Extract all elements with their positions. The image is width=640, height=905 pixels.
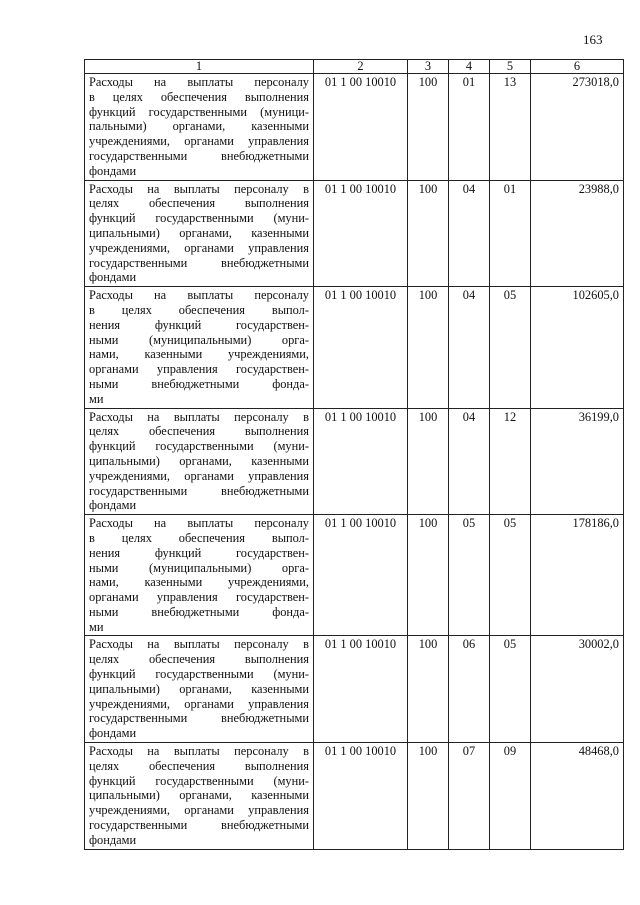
description-line: нами, казенными учреждениями, — [89, 575, 309, 590]
subsection-code: 12 — [490, 408, 531, 515]
section-code: 04 — [449, 287, 490, 408]
description-line: Расходы на выплаты персоналу — [89, 288, 309, 303]
budget-table — [84, 59, 624, 850]
expense-type-code: 100 — [408, 743, 449, 850]
subsection-code: 01 — [490, 180, 531, 287]
table-row — [85, 515, 624, 636]
subsection-code: 05 — [490, 636, 531, 743]
description-line: ными (муниципальными) орга- — [89, 332, 309, 347]
subsection-code: 13 — [490, 74, 531, 181]
description-line: функций государственными (муни- — [89, 211, 309, 226]
description-line: целях обеспечения выполнения — [89, 758, 309, 773]
expense-description — [85, 743, 314, 850]
description-line: функций государственными (муни- — [89, 439, 309, 454]
section-code: 04 — [449, 180, 490, 287]
description-line: фондами — [89, 498, 137, 513]
description-line: в целях обеспечения выполнения — [89, 89, 309, 104]
section-code: 04 — [449, 408, 490, 515]
description-line: Расходы на выплаты персоналу — [89, 516, 309, 531]
description-line: учреждениями, органами управления — [89, 134, 309, 149]
description-line: ми — [89, 619, 104, 634]
amount-value: 178186,0 — [531, 515, 624, 636]
description-line: ципальными) органами, казенными — [89, 225, 309, 240]
description-line: нения функций государствен- — [89, 545, 309, 560]
target-article-code: 01 1 00 10010 — [314, 287, 408, 408]
description-line: органами управления государствен- — [89, 362, 309, 377]
expense-description — [85, 180, 314, 287]
section-code: 05 — [449, 515, 490, 636]
target-article-code: 01 1 00 10010 — [314, 515, 408, 636]
description-line: нами, казенными учреждениями, — [89, 347, 309, 362]
target-article-code: 01 1 00 10010 — [314, 636, 408, 743]
description-line: целях обеспечения выполнения — [89, 196, 309, 211]
subsection-code: 05 — [490, 515, 531, 636]
description-line: Расходы на выплаты персоналу в — [89, 409, 309, 424]
description-line: Расходы на выплаты персоналу — [89, 75, 309, 89]
section-code: 06 — [449, 636, 490, 743]
expense-type-code: 100 — [408, 287, 449, 408]
expense-type-code: 100 — [408, 515, 449, 636]
description-line: учреждениями, органами управления — [89, 803, 309, 818]
column-header: 5 — [490, 60, 531, 74]
subsection-code: 05 — [490, 287, 531, 408]
column-header: 2 — [314, 60, 408, 74]
description-line: Расходы на выплаты персоналу в — [89, 637, 309, 652]
description-line: нения функций государствен- — [89, 317, 309, 332]
target-article-code: 01 1 00 10010 — [314, 408, 408, 515]
table-row — [85, 287, 624, 408]
amount-value: 273018,0 — [531, 74, 624, 181]
description-line: государственными внебюджетными — [89, 148, 309, 163]
description-line: ми — [89, 391, 104, 406]
description-line: учреждениями, органами управления — [89, 696, 309, 711]
amount-value: 36199,0 — [531, 408, 624, 515]
description-line: государственными внебюджетными — [89, 818, 309, 833]
header-row — [85, 60, 624, 74]
target-article-code: 01 1 00 10010 — [314, 180, 408, 287]
description-line: фондами — [89, 270, 137, 285]
description-line: ципальными) органами, казенными — [89, 788, 309, 803]
expense-description — [85, 74, 314, 181]
expense-type-code: 100 — [408, 74, 449, 181]
description-line: пальными) органами, казенными — [89, 119, 309, 134]
table-row — [85, 743, 624, 850]
description-line: целях обеспечения выполнения — [89, 424, 309, 439]
description-line: функций государственными (муници- — [89, 104, 309, 119]
description-line: ципальными) органами, казенными — [89, 453, 309, 468]
description-line: государственными внебюджетными — [89, 255, 309, 270]
description-line: учреждениями, органами управления — [89, 468, 309, 483]
column-header: 1 — [85, 60, 314, 74]
expense-description — [85, 287, 314, 408]
page-number: 163 — [583, 32, 603, 47]
description-line: ными (муниципальными) орга- — [89, 560, 309, 575]
table-row — [85, 636, 624, 743]
section-code: 07 — [449, 743, 490, 850]
column-header: 4 — [449, 60, 490, 74]
target-article-code: 01 1 00 10010 — [314, 743, 408, 850]
expense-type-code: 100 — [408, 636, 449, 743]
subsection-code: 09 — [490, 743, 531, 850]
description-line: функций государственными (муни- — [89, 667, 309, 682]
description-line: в целях обеспечения выпол- — [89, 530, 309, 545]
amount-value: 102605,0 — [531, 287, 624, 408]
description-line: в целях обеспечения выпол- — [89, 302, 309, 317]
description-line: фондами — [89, 163, 137, 178]
table-row — [85, 74, 624, 181]
description-line: государственными внебюджетными — [89, 711, 309, 726]
column-header: 3 — [408, 60, 449, 74]
description-line: органами управления государствен- — [89, 590, 309, 605]
expense-description — [85, 515, 314, 636]
amount-value: 23988,0 — [531, 180, 624, 287]
description-line: функций государственными (муни- — [89, 773, 309, 788]
expense-type-code: 100 — [408, 180, 449, 287]
target-article-code: 01 1 00 10010 — [314, 74, 408, 181]
section-code: 01 — [449, 74, 490, 181]
column-header: 6 — [531, 60, 624, 74]
description-line: целях обеспечения выполнения — [89, 652, 309, 667]
description-line: Расходы на выплаты персоналу в — [89, 181, 309, 196]
amount-value: 30002,0 — [531, 636, 624, 743]
expense-type-code: 100 — [408, 408, 449, 515]
description-line: фондами — [89, 726, 137, 741]
table-row — [85, 408, 624, 515]
description-line: Расходы на выплаты персоналу в — [89, 744, 309, 759]
expense-description — [85, 408, 314, 515]
description-line: ными внебюджетными фонда- — [89, 604, 309, 619]
amount-value: 48468,0 — [531, 743, 624, 850]
expense-description — [85, 636, 314, 743]
description-line: ными внебюджетными фонда- — [89, 376, 309, 391]
description-line: фондами — [89, 832, 137, 847]
description-line: ципальными) органами, казенными — [89, 681, 309, 696]
description-line: государственными внебюджетными — [89, 483, 309, 498]
table-row — [85, 180, 624, 287]
description-line: учреждениями, органами управления — [89, 240, 309, 255]
